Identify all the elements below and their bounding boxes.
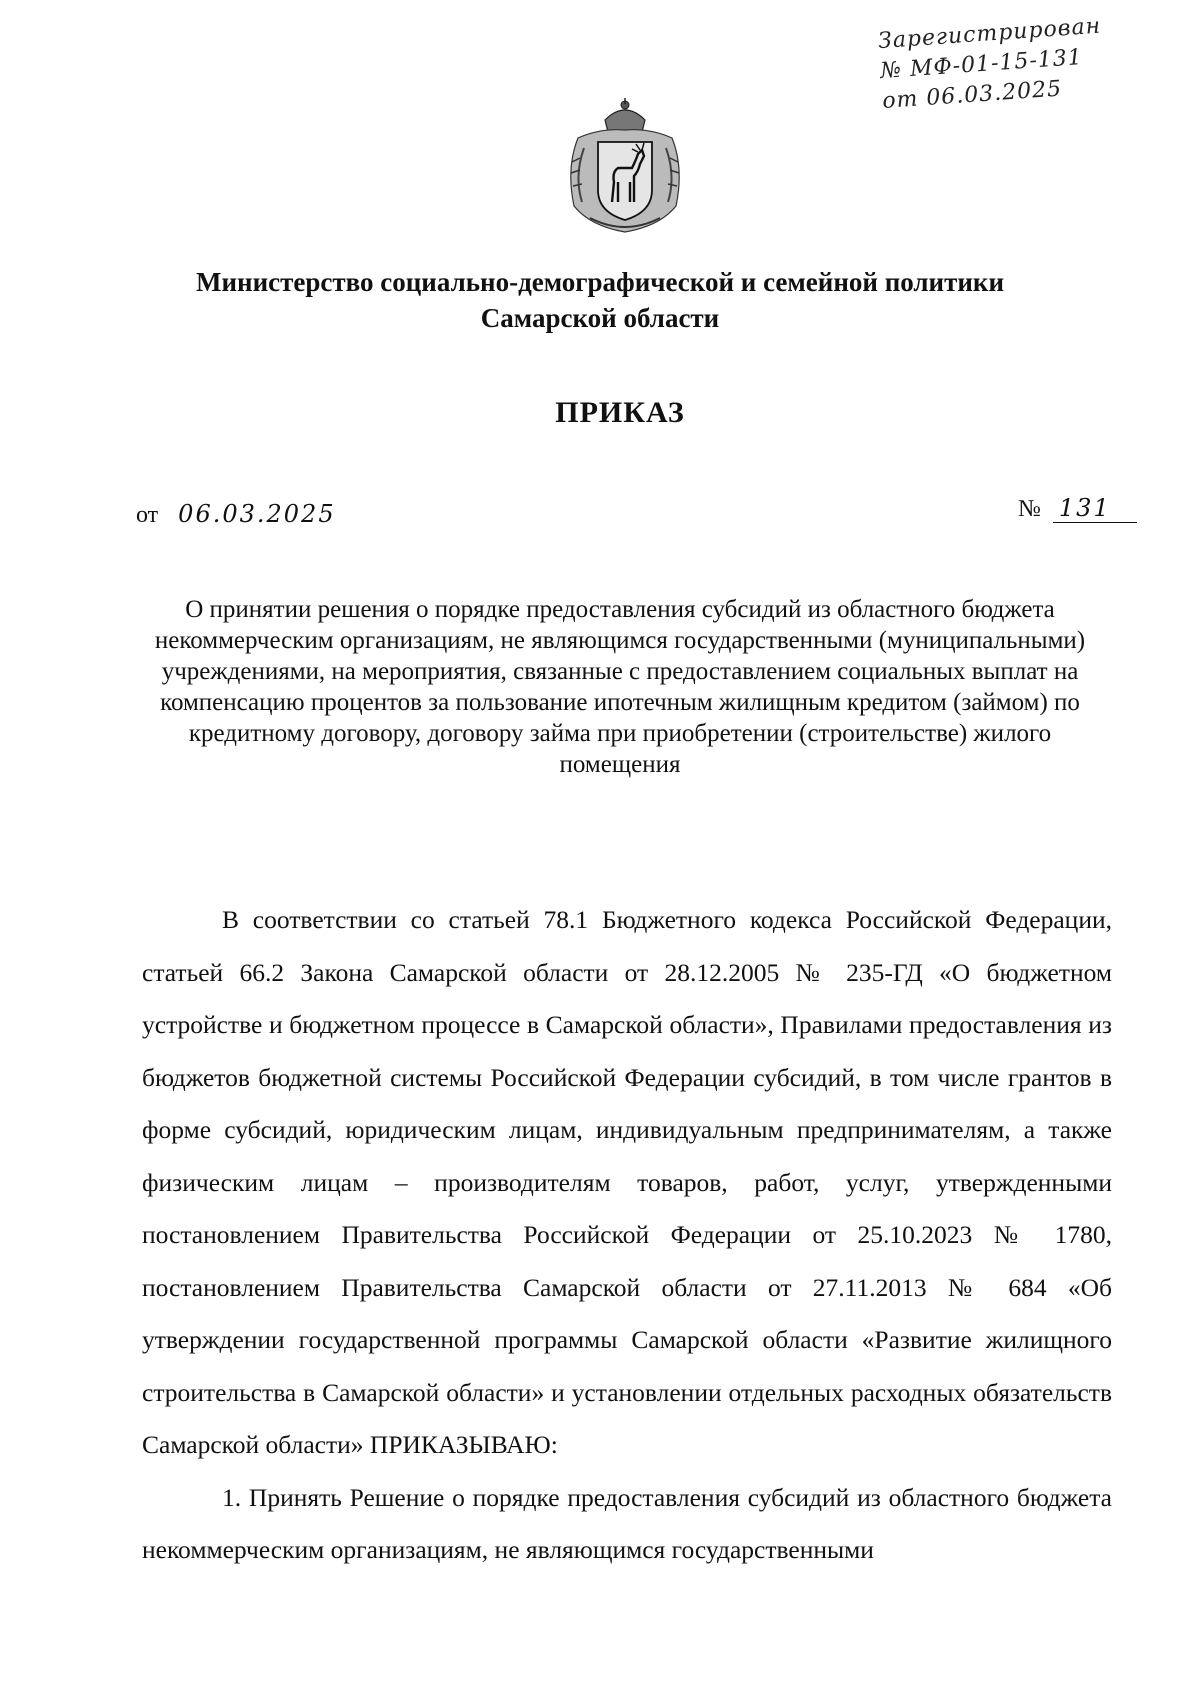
order-date <box>136 500 336 529</box>
registration-stamp <box>877 9 1143 117</box>
order-subject: О принятии решения о порядке предоставления субсидий из областного бюджета некоммерческим организациям, не являющимся государственными (муниципальными) учреждениями, на мероприятия, связанные с предоставлением социальных выплат на компенсацию процентов за пользование ипотечным жилищным кредитом (займом) по кредитному договору, договору займа при приобретении (строительстве) жилого помещения <box>154 596 1086 778</box>
coat-of-arms-icon <box>560 98 690 238</box>
date-value: 06.03.2025 <box>178 500 336 528</box>
order-body <box>142 894 1112 1577</box>
order-title: ПРИКАЗ <box>555 396 685 429</box>
stamp-line-1: Зарегистрирован <box>877 13 1102 55</box>
number-value: 131 <box>1053 494 1137 523</box>
point-1-paragraph: 1. Принять Решение о порядке предоставления субсидий из областного бюджета некоммерческим организациям, не являющимся государственными <box>142 1482 1112 1564</box>
ministry-line-1: Министерство социально-демографической и семейной политики <box>195 267 1005 297</box>
ministry-name <box>100 264 1100 336</box>
stamp-line-3: от 06.03.2025 <box>881 76 1063 114</box>
stamp-line-2: № МФ-01-15-131 <box>879 44 1084 85</box>
preamble-paragraph: В соответствии со статьей 78.1 Бюджетного кодекса Российской Федерации, статьей 66.2 Закона Самарской области от 28.12.2005 № 235-ГД «О бюджетном устройстве и бюджетном процессе в Самарской области», Правилами предоставления из бюджетов бюджетной системы Российской Федерации субсидий, в том числе грантов в форме субсидий, юридическим лицам, индивидуальным предпринимателям, а также физическим лицам – производителям товаров, работ, услуг, утвержденными постановлением Правительства Российской Федерации от 25.10.2023 № 1780, постановлением Правительства Самарской области от 27.11.2013 № 684 «Об утверждении государственной программы Самарской области «Развитие жилищного строительства в Самарской области» и установлении отдельных расходных обязательств Самарской области» ПРИКАЗЫВАЮ: <box>142 905 1112 1459</box>
order-number <box>1018 494 1137 523</box>
ministry-line-2: Самарской области <box>480 303 720 333</box>
date-label: от <box>136 502 159 528</box>
number-label: № <box>1018 496 1041 522</box>
